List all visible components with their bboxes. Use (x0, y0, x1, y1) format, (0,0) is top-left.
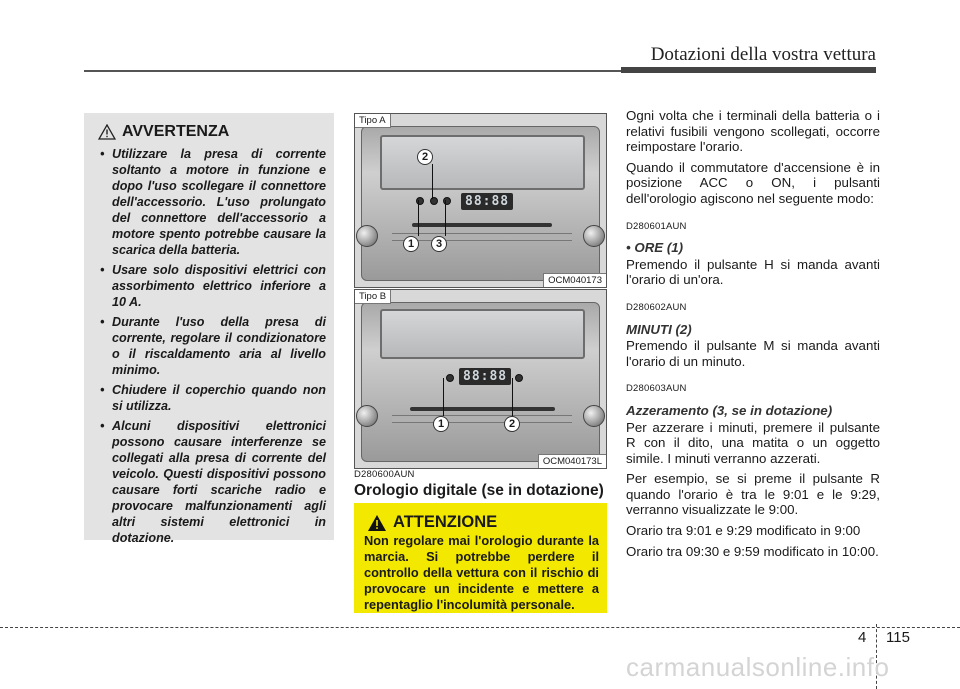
instructions-column (626, 108, 880, 564)
tune-knob (583, 225, 605, 247)
figure-code: OCM040173L (538, 454, 606, 468)
section-code: D280601AUN (626, 220, 687, 232)
callout-1: 1 (403, 236, 419, 252)
caution-title: ATTENZIONE (393, 513, 498, 531)
warning-item: • Usare solo dispositivi elettrici con assorbimento elettrico inferiore a 10 A. (94, 262, 326, 310)
figure-code: OCM040173 (543, 273, 606, 287)
callout-3: 3 (431, 236, 447, 252)
page-number: 115 (886, 629, 910, 646)
callout-2: 2 (504, 416, 520, 432)
section-code: D280600AUN (354, 469, 415, 480)
section-code: D280602AUN (626, 301, 687, 313)
paragraph: Orario tra 09:30 e 9:59 modificato in 10:00. (626, 543, 879, 559)
figure-type-a (354, 113, 607, 288)
paragraph: Orario tra 9:01 e 9:29 modificato in 9:00 (626, 523, 861, 539)
subheading-hours: • ORE (1) (626, 240, 684, 256)
callout-2: 2 (417, 149, 433, 165)
callout-leader (432, 164, 433, 199)
radio-panel (361, 126, 600, 281)
warning-heading (98, 123, 229, 141)
caution-text: Non regolare mai l'orologio durante la marcia. Si potrebbe perdere il controllo della vettura con il rischio di provocare un incidente e mettere a repentaglio l'incolumità personale. (364, 533, 599, 612)
page-header-title: Dotazioni della vostra vettura (650, 44, 876, 65)
caution-box (354, 503, 607, 613)
radio-panel (361, 302, 600, 462)
paragraph: Premendo il pulsante M si manda avanti l'orario di un minuto. (626, 338, 880, 369)
warning-item: • Utilizzare la presa di corrente soltanto a motore in funzione e dopo l'uso scollegare il connettore dell'accessorio. L'uso prolungato del connettore dell'accessorio a motore spento potrebbe causare la scarica della batteria. (94, 146, 326, 258)
caution-triangle-icon (367, 514, 387, 532)
warning-item: • Durante l'uso della presa di corrente, regolare il condizionatore o il riscaldamento aria al livello minimo. (94, 314, 326, 378)
clock-display: 88:88 (459, 368, 511, 385)
clock-display: 88:88 (461, 193, 513, 210)
radio-screen (380, 309, 585, 359)
watermark: carmanualsonline.info (626, 652, 890, 682)
paragraph: Quando il commutatore d'accensione è in posizione ACC o ON, i pulsanti dell'orologio agiscono nel seguente modo: (626, 159, 880, 206)
paragraph: Per azzerare i minuti, premere il pulsante R con il dito, una matita o un oggetto simile. I minuti verranno azzerati. (626, 419, 880, 466)
paragraph: Per esempio, se si preme il pulsante R quando l'orario è tra le 9:01 e le 9:29, verranno visualizzate le 9:00. (626, 471, 880, 518)
warning-item: • Chiudere il coperchio quando non si utilizza. (94, 382, 326, 414)
section-title: Orologio digitale (se in dotazione) (354, 482, 604, 499)
callout-leader (512, 378, 513, 416)
tune-knob (583, 405, 605, 427)
subheading-minutes: MINUTI (2) (626, 321, 692, 337)
callout-leader (445, 200, 446, 236)
radio-screen (380, 135, 585, 190)
caution-heading (367, 513, 497, 532)
subheading-reset: Azzeramento (3, se in dotazione) (626, 402, 833, 418)
callout-1: 1 (433, 416, 449, 432)
callout-leader (418, 200, 419, 236)
cd-slot (412, 223, 552, 227)
warning-list (94, 146, 326, 550)
volume-knob (356, 225, 378, 247)
minute-button (515, 374, 523, 382)
button-strip (392, 415, 572, 423)
header-rule-accent (621, 67, 876, 73)
footer-rule (0, 627, 960, 628)
paragraph: Ogni volta che i terminali della batteria o i relativi fusibili vengono scollegati, occorre reimpostare l'orario. (626, 108, 880, 155)
warning-triangle-icon (98, 124, 116, 140)
cd-slot (410, 407, 555, 411)
volume-knob (356, 405, 378, 427)
callout-leader (443, 378, 444, 416)
hour-button (446, 374, 454, 382)
button-strip (392, 233, 572, 241)
figure-label: Tipo B (355, 290, 391, 304)
paragraph: Premendo il pulsante H si manda avanti l'orario di un'ora. (626, 256, 880, 288)
warning-box (84, 113, 334, 545)
figure-label: Tipo A (355, 114, 391, 128)
warning-title: AVVERTENZA (122, 123, 230, 140)
figure-type-b (354, 289, 607, 469)
warning-item: • Alcuni dispositivi elettronici possono causare interferenze se collegati alla presa di corrente del veicolo. Questi dispositivi possono causare forti scariche radio e provocare malfunzionamenti agli altri sistemi elettronici in dotazione. (94, 418, 326, 546)
chapter-number: 4 (858, 629, 867, 646)
section-code: D280603AUN (626, 383, 687, 395)
